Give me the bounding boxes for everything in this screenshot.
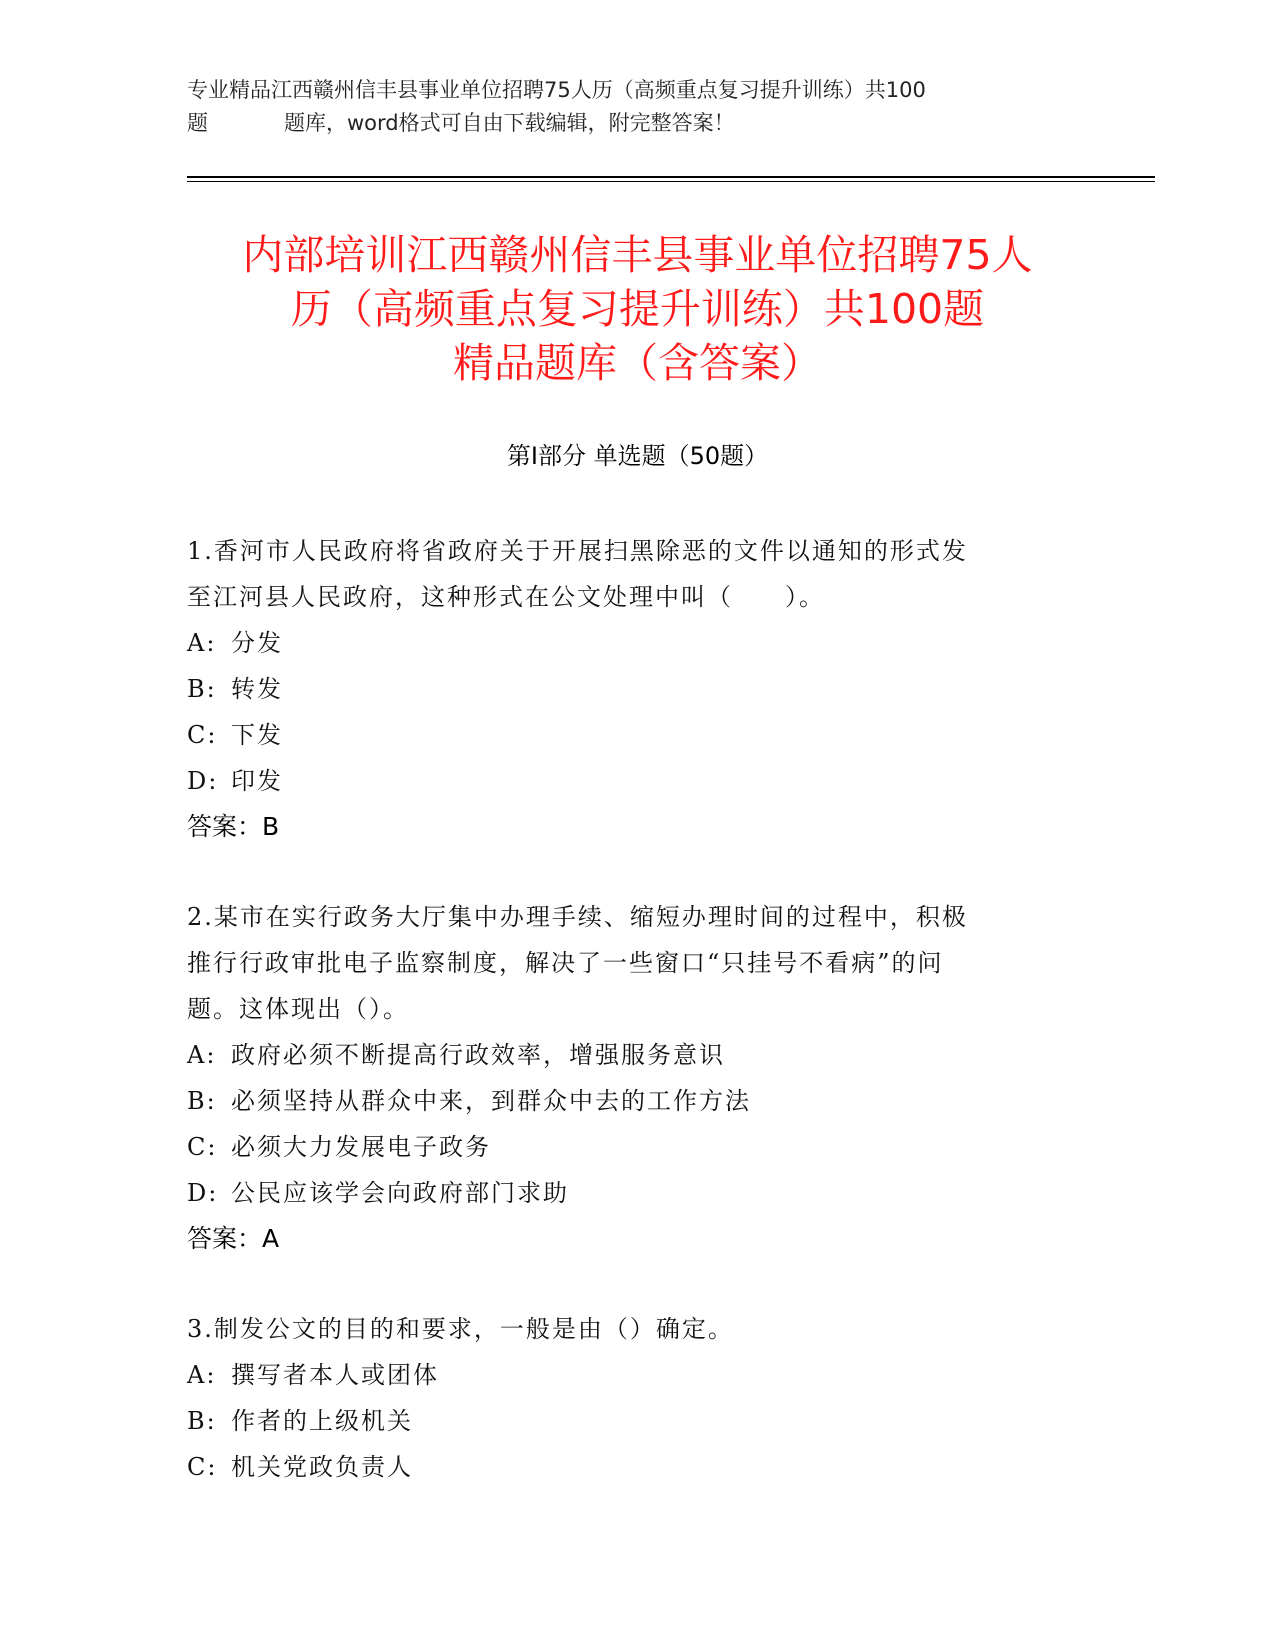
option-text: 作者的上级机关 xyxy=(231,1407,413,1435)
question-stem xyxy=(187,894,1067,1032)
option-letter: A: xyxy=(187,1361,217,1389)
option-a xyxy=(187,620,1067,666)
document-title-line-3: 精品题库（含答案） xyxy=(453,339,822,387)
header-note-line-2-rest: 题库，word格式可自由下载编辑，附完整答案！ xyxy=(284,111,735,135)
option-letter: D: xyxy=(187,1179,219,1207)
question-stem-line: 推行行政审批电子监察制度，解决了一些窗口“只挂号不看病”的问 xyxy=(187,949,944,977)
header-note-line-1: 专业精品江西赣州信丰县事业单位招聘75人历（高频重点复习提升训练）共100 xyxy=(187,78,926,102)
option-text: 公民应该学会向政府部门求助 xyxy=(231,1179,569,1207)
option-d xyxy=(187,758,1067,804)
option-text: 必须坚持从群众中来，到群众中去的工作方法 xyxy=(231,1087,751,1115)
question-stem xyxy=(187,528,1067,620)
option-b xyxy=(187,666,1067,712)
option-c xyxy=(187,1124,1067,1170)
option-a xyxy=(187,1032,1067,1078)
option-letter: B: xyxy=(187,675,217,703)
question-stem-line: 至江河县人民政府，这种形式在公文处理中叫（ ）。 xyxy=(187,583,825,611)
option-b xyxy=(187,1398,1067,1444)
option-text: 撰写者本人或团体 xyxy=(231,1361,439,1389)
answer-line: 答案：B xyxy=(187,812,280,841)
question-stem-line: 2.某市在实行政务大厅集中办理手续、缩短办理时间的过程中，积极 xyxy=(187,903,968,931)
option-c xyxy=(187,1444,1067,1490)
option-text: 必须大力发展电子政务 xyxy=(231,1133,491,1161)
option-letter: A: xyxy=(187,1041,217,1069)
option-letter: C: xyxy=(187,721,218,749)
option-letter: B: xyxy=(187,1407,217,1435)
option-a xyxy=(187,1352,1067,1398)
option-letter: A: xyxy=(187,629,217,657)
question-3 xyxy=(187,1306,1067,1490)
option-text: 机关党政负责人 xyxy=(231,1453,413,1481)
option-text: 政府必须不断提高行政效率，增强服务意识 xyxy=(231,1041,725,1069)
option-b xyxy=(187,1078,1067,1124)
question-stem-line: 1.香河市人民政府将省政府关于开展扫黑除恶的文件以通知的形式发 xyxy=(187,537,968,565)
question-stem xyxy=(187,1306,1067,1352)
section-title: 第Ⅰ部分 单选题（50题） xyxy=(506,442,769,470)
option-letter: D: xyxy=(187,767,219,795)
question-stem-line: 3.制发公文的目的和要求，一般是由（）确定。 xyxy=(187,1315,734,1343)
option-text: 下发 xyxy=(231,721,283,749)
question-list xyxy=(187,528,1067,1534)
option-letter: C: xyxy=(187,1453,218,1481)
question-stem-line: 题。这体现出（）。 xyxy=(187,995,409,1023)
option-text: 分发 xyxy=(231,629,283,657)
document-title-line-1: 内部培训江西赣州信丰县事业单位招聘75人 xyxy=(242,231,1033,279)
option-c xyxy=(187,712,1067,758)
option-letter: B: xyxy=(187,1087,217,1115)
option-text: 印发 xyxy=(231,767,283,795)
question-1 xyxy=(187,528,1067,850)
header-divider-thick xyxy=(187,176,1155,178)
document-title xyxy=(140,228,1135,390)
option-text: 转发 xyxy=(231,675,283,703)
header-note-line-2-start: 题 xyxy=(187,111,208,135)
answer-line: 答案：A xyxy=(187,1224,280,1253)
header-note xyxy=(187,74,1087,140)
header-note-line-2 xyxy=(187,107,1087,140)
question-2 xyxy=(187,894,1067,1262)
header-divider-thin xyxy=(187,181,1155,182)
option-d xyxy=(187,1170,1067,1216)
document-title-line-2: 历（高频重点复习提升训练）共100题 xyxy=(290,285,985,333)
option-letter: C: xyxy=(187,1133,218,1161)
